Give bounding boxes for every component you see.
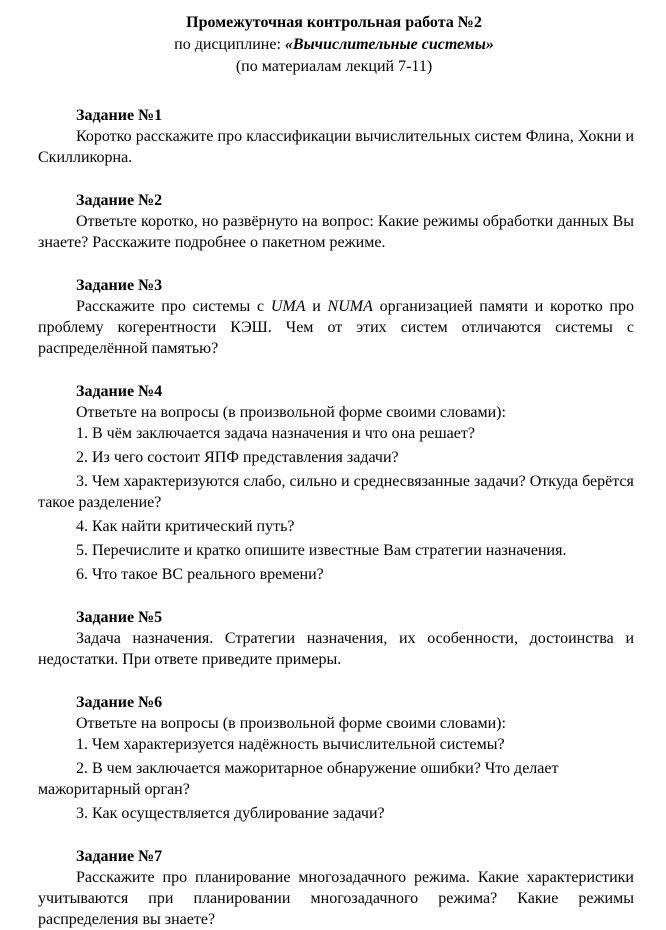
task-text — [38, 296, 634, 359]
task-5 — [38, 608, 634, 670]
numa-term: NUMA — [327, 298, 373, 315]
task-title: Задание №1 — [76, 107, 163, 124]
document-header — [34, 12, 634, 78]
task-title: Задание №7 — [76, 848, 163, 865]
task-title: Задание №3 — [76, 277, 163, 294]
task-text: Ответьте коротко, но развёрнуто на вопрос: Какие режимы обработки данных Вы знаете? Расскажите подробнее о пакетном режиме. — [38, 213, 634, 251]
task-3 — [38, 276, 634, 359]
task-text: Коротко расскажите про классификации вычислительных систем Флина, Хокни и Скилликорна. — [38, 128, 634, 166]
task-1 — [38, 106, 634, 168]
task-list — [38, 106, 634, 930]
task-intro: Ответьте на вопросы (в произвольной форме своими словами): — [76, 715, 506, 732]
discipline-name: «Вычислительные системы» — [284, 36, 494, 53]
question-item: 2. В чем заключается мажоритарное обнаружение ошибки? Что делает мажоритарный орган? — [38, 760, 559, 798]
discipline-line — [34, 34, 634, 56]
task-title: Задание №6 — [76, 694, 163, 711]
question-item: 2. Из чего состоит ЯПФ представления задачи? — [76, 449, 399, 466]
task-2 — [38, 191, 634, 253]
task-text: Расскажите про планирование многозадачного режима. Какие характеристики учитываются при планировании многозадачного режима? Какие режимы распределения вы знаете? — [38, 869, 634, 928]
document-title: Промежуточная контрольная работа №2 — [186, 14, 482, 31]
task-intro: Ответьте на вопросы (в произвольной форме своими словами): — [76, 404, 506, 421]
task-title: Задание №2 — [76, 192, 163, 209]
task-title: Задание №5 — [76, 609, 163, 626]
discipline-prefix: по дисциплине: — [174, 36, 285, 53]
question-item: 5. Перечислите и кратко опишите известные Вам стратегии назначения. — [76, 542, 567, 559]
question-item: 1. В чём заключается задача назначения и что она решает? — [76, 425, 475, 442]
task-text: Задача назначения. Стратегии назначения, их особенности, достоинства и недостатки. При ответе приведите примеры. — [38, 630, 634, 668]
task-6 — [38, 693, 634, 824]
task-7 — [38, 847, 634, 930]
lecture-source: (по материалам лекций 7-11) — [235, 58, 433, 75]
task-text-part: организацией памяти и коротко про проблему когерентности КЭШ. Чем от этих систем отличаются системы с распределённой памятью? — [38, 298, 634, 357]
question-item: 6. Что такое ВС реального времени? — [76, 566, 324, 583]
question-item: 3. Как осуществляется дублирование задачи? — [76, 805, 385, 822]
task-text-part: и — [305, 298, 328, 315]
uma-term: UMA — [270, 298, 306, 315]
question-item: 1. Чем характеризуется надёжность вычислительной системы? — [76, 736, 505, 753]
task-title: Задание №4 — [76, 383, 163, 400]
question-item: 3. Чем характеризуются слабо, сильно и среднесвязанные задачи? Откуда берётся такое разделение? — [38, 473, 634, 511]
question-item: 4. Как найти критический путь? — [76, 518, 295, 535]
task-text-part: Расскажите про системы с — [76, 298, 271, 315]
task-4 — [38, 382, 634, 585]
